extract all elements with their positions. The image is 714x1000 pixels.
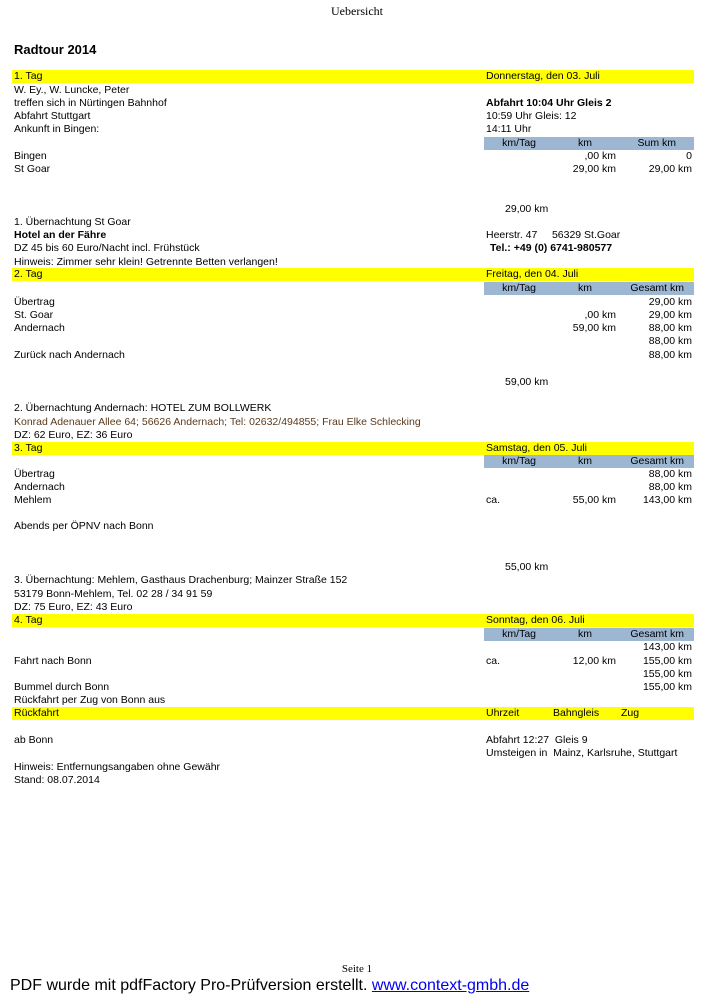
table-row-place: Andernach <box>14 322 65 334</box>
table-row-km: 29,00 km <box>572 163 616 175</box>
day3-total: 55,00 km <box>505 561 549 573</box>
col-total: Gesamt km <box>630 282 684 294</box>
day1-price: DZ 45 bis 60 Euro/Nacht incl. Frühstück <box>14 242 200 254</box>
table-row-sum: 88,00 km <box>648 468 692 480</box>
day4-label: 4. Tag <box>14 614 43 626</box>
table-row-ca: ca. <box>486 655 501 667</box>
table-row-place: Andernach <box>14 481 65 493</box>
day1-total: 29,00 km <box>505 203 549 215</box>
table-row-km: 55,00 km <box>572 494 616 506</box>
day3-date: Samstag, den 05. Juli <box>486 442 587 454</box>
day4-bar <box>12 614 694 627</box>
return-status: Stand: 08.07.2014 <box>14 774 100 786</box>
day1-arrive-value: 14:11 Uhr <box>486 123 532 135</box>
col-total: Gesamt km <box>630 455 684 467</box>
table-row-place: Mehlem <box>14 494 52 506</box>
table-row-sum: 88,00 km <box>648 335 692 347</box>
watermark-text: PDF wurde mit pdfFactory Pro-Prüfversion erstellt. <box>10 977 368 994</box>
table-row-sum: 155,00 km <box>642 668 692 680</box>
day1-phone: Tel.: +49 (0) 6741-980577 <box>490 242 613 254</box>
day1-hotel: Hotel an der Fähre <box>14 229 107 241</box>
table-row-km: 12,00 km <box>572 655 616 667</box>
table-row-sum: 29,00 km <box>648 163 692 175</box>
table-row-km: ,00 km <box>584 150 616 162</box>
day3-evening: Abends per ÖPNV nach Bonn <box>14 520 154 532</box>
table-row-place: Bingen <box>14 150 47 162</box>
watermark-link[interactable]: www.context-gmbh.de <box>371 977 530 994</box>
day2-total: 59,00 km <box>505 376 549 388</box>
day1-arrive-label: Ankunft in Bingen: <box>14 123 100 135</box>
page-title: Radtour 2014 <box>14 42 97 57</box>
table-row-sum: 143,00 km <box>642 494 692 506</box>
col-km-tag: km/Tag <box>502 628 536 640</box>
table-row-sum: 29,00 km <box>648 296 692 308</box>
return-disclaimer: Hinweis: Entfernungsangaben ohne Gewähr <box>14 761 221 773</box>
day4-return-note: Rückfahrt per Zug von Bonn aus <box>14 694 166 706</box>
day2-label: 2. Tag <box>14 268 43 280</box>
day1-note: Hinweis: Zimmer sehr klein! Getrennte Betten verlangen! <box>14 256 278 268</box>
day2-price: DZ: 62 Euro, EZ: 36 Euro <box>14 429 133 441</box>
table-row-sum: 143,00 km <box>642 641 692 653</box>
col-km: km <box>578 455 592 467</box>
col-km-tag: km/Tag <box>502 137 536 149</box>
day1-label: 1. Tag <box>14 70 43 82</box>
day2-date: Freitag, den 04. Juli <box>486 268 579 280</box>
day3-price: DZ: 75 Euro, EZ: 43 Euro <box>14 601 133 613</box>
table-row-sum: 88,00 km <box>648 322 692 334</box>
day1-from-value: 10:59 Uhr Gleis: 12 <box>486 110 577 122</box>
day2-bar <box>12 268 694 281</box>
return-change: Umsteigen in Mainz, Karlsruhe, Stuttgart <box>486 747 678 759</box>
table-row-place: St. Goar <box>14 309 54 321</box>
col-km: km <box>578 282 592 294</box>
day3-night-title: 3. Übernachtung: Mehlem, Gasthaus Drachenburg; Mainzer Straße 152 <box>14 574 348 586</box>
day1-address: Heerstr. 47 56329 St.Goar <box>486 229 621 241</box>
day1-departure: Abfahrt 10:04 Uhr Gleis 2 <box>486 97 612 109</box>
col-km-tag: km/Tag <box>502 455 536 467</box>
table-row-sum: 88,00 km <box>648 481 692 493</box>
table-row-sum: 0 <box>686 150 692 162</box>
page-number: Seite 1 <box>341 963 373 975</box>
day2-address: Konrad Adenauer Allee 64; 56626 Andernach; Tel: 02632/494855; Frau Elke Schlecking <box>14 416 421 428</box>
col-time: Uhrzeit <box>486 707 520 719</box>
table-row-km: ,00 km <box>584 309 616 321</box>
table-row-sum: 88,00 km <box>648 349 692 361</box>
table-row-ca: ca. <box>486 494 501 506</box>
day3-address: 53179 Bonn-Mehlem, Tel. 02 28 / 34 91 59 <box>14 588 213 600</box>
table-row-sum: 155,00 km <box>642 655 692 667</box>
watermark-line <box>10 977 529 995</box>
col-sum: Sum km <box>637 137 676 149</box>
day1-night-title: 1. Übernachtung St Goar <box>14 216 131 228</box>
table-row-place: Zurück nach Andernach <box>14 349 125 361</box>
day1-meet: treffen sich in Nürtingen Bahnhof <box>14 97 167 109</box>
day3-bar <box>12 442 694 455</box>
table-row-sum: 155,00 km <box>642 681 692 693</box>
col-train: Zug <box>621 707 640 719</box>
table-row-place: Fahrt nach Bonn <box>14 655 92 667</box>
day1-people: W. Ey., W. Luncke, Peter <box>14 84 130 96</box>
col-km: km <box>578 628 592 640</box>
table-row-km: 59,00 km <box>572 322 616 334</box>
table-row-sum: 29,00 km <box>648 309 692 321</box>
day3-label: 3. Tag <box>14 442 43 454</box>
col-total: Gesamt km <box>630 628 684 640</box>
return-departure: Abfahrt 12:27 Gleis 9 <box>486 734 588 746</box>
table-row-place: Übertrag <box>14 296 55 308</box>
day2-night-title: 2. Übernachtung Andernach: HOTEL ZUM BOLLWERK <box>14 402 272 414</box>
return-label: Rückfahrt <box>14 707 59 719</box>
col-track: Bahngleis <box>553 707 600 719</box>
return-from: ab Bonn <box>14 734 54 746</box>
table-row-place: Übertrag <box>14 468 55 480</box>
table-row-place: Bummel durch Bonn <box>14 681 110 693</box>
table-row-place: St Goar <box>14 163 51 175</box>
col-km: km <box>578 137 592 149</box>
day1-date: Donnerstag, den 03. Juli <box>486 70 600 82</box>
col-km-tag: km/Tag <box>502 282 536 294</box>
day1-from-label: Abfahrt Stuttgart <box>14 110 91 122</box>
page-header: Uebersicht <box>331 4 383 18</box>
day4-date: Sonntag, den 06. Juli <box>486 614 585 626</box>
